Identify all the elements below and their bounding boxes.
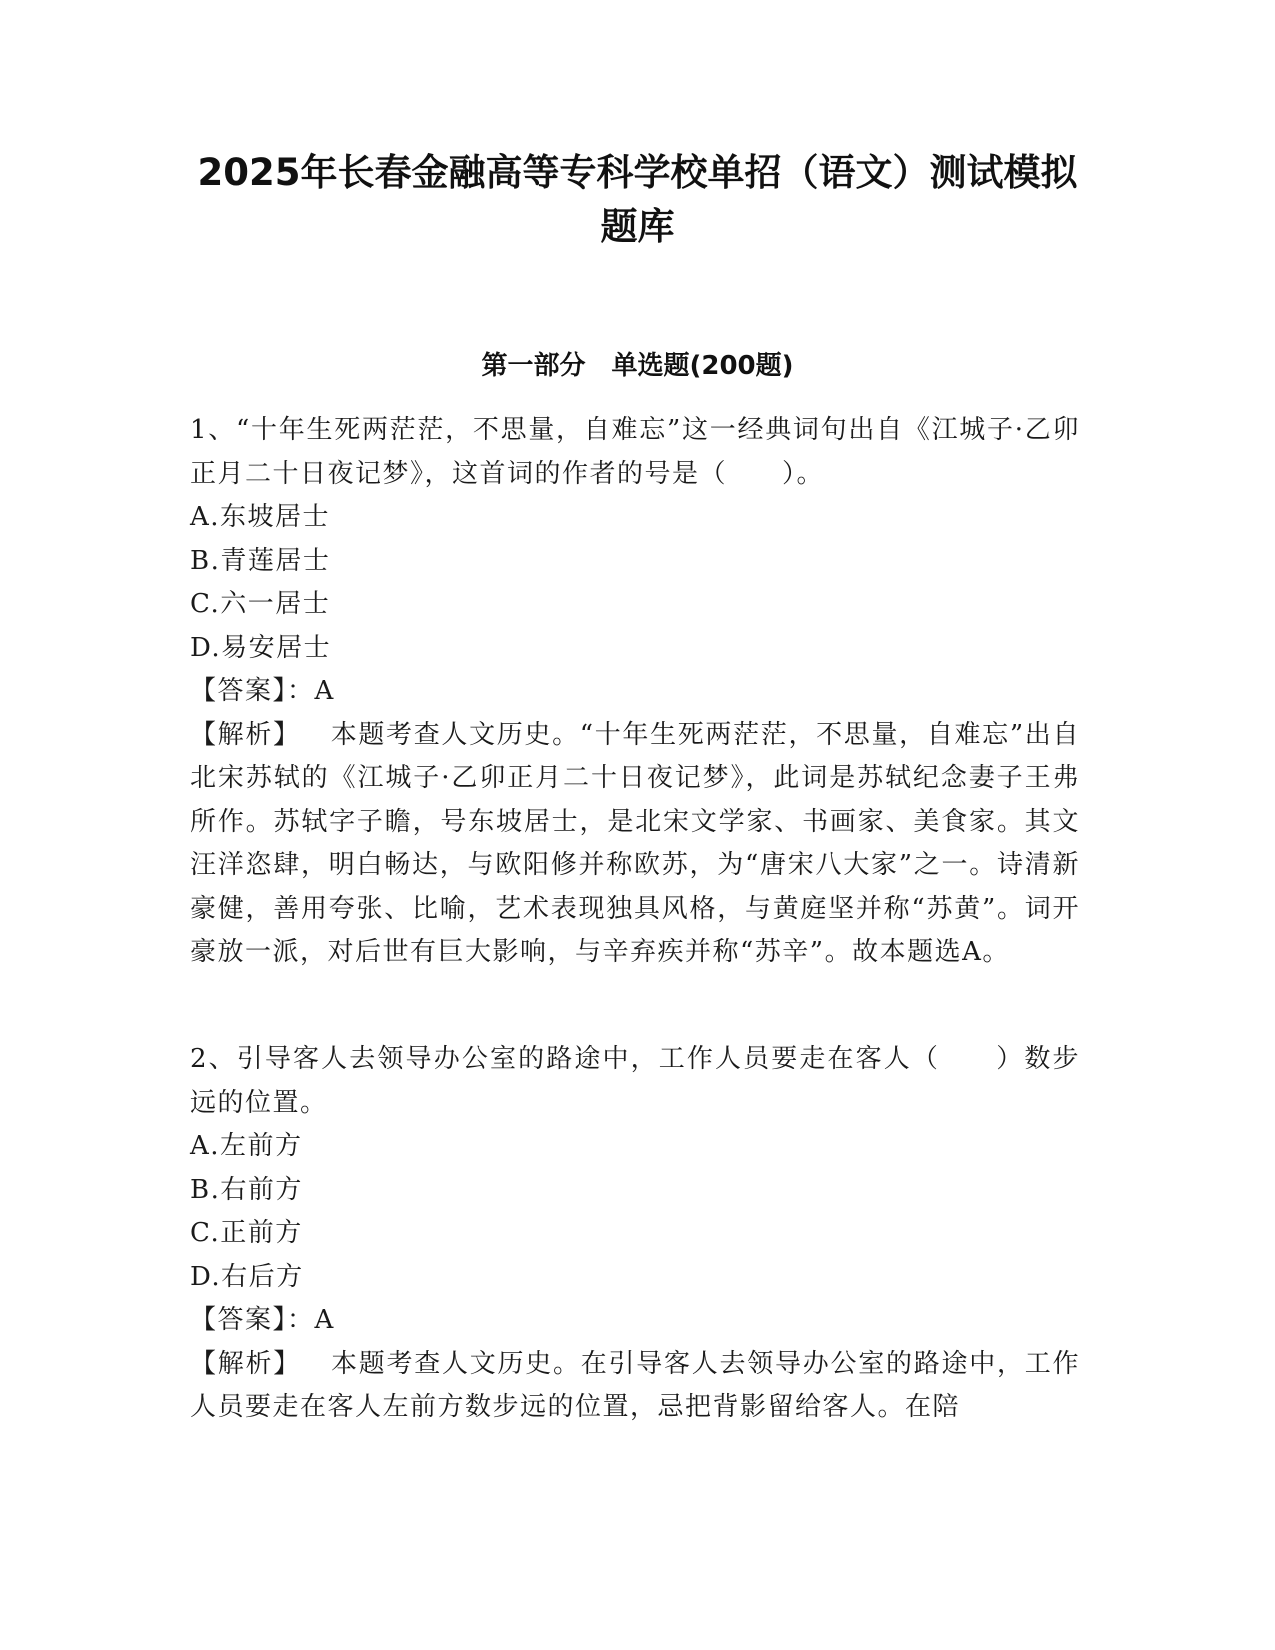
option-list bbox=[190, 496, 1080, 670]
option-d: D.易安居士 bbox=[190, 632, 332, 663]
option-a: A.左前方 bbox=[190, 1131, 303, 1161]
answer-separator: ： bbox=[287, 1305, 315, 1335]
answer-separator: ： bbox=[287, 676, 315, 706]
analysis-label: 【解析】 bbox=[190, 719, 301, 750]
analysis-text: 本题考查人文历史。在引导客人去领导办公室的路途中，工作人员要走在客人左前方数步远的位置，忌把背影留给客人。在陪 bbox=[190, 1348, 1080, 1422]
analysis-text: 本题考查人文历史。“十年生死两茫茫，不思量，自难忘”出自北宋苏轼的《江城子·乙卯正月二十日夜记梦》，此词是苏轼纪念妻子王弗所作。苏轼字子瞻，号东坡居士，是北宋文学家、书画家、美食家。其文汪洋恣肆，明白畅达，与欧阳修并称欧苏，为“唐宋八大家”之一。诗清新豪健，善用夸张、比喻，艺术表现独具风格，与黄庭坚并称“苏黄”。词开豪放一派，对后世有巨大影响，与辛弃疾并称“苏辛”。故本题选A。 bbox=[190, 719, 1080, 967]
answer-value: A bbox=[314, 676, 335, 706]
analysis-paragraph bbox=[190, 1343, 1080, 1430]
answer-label: 【答案】 bbox=[190, 676, 288, 706]
option-c: C.正前方 bbox=[190, 1218, 303, 1248]
question-stem: 2、引导客人去领导办公室的路途中，工作人员要走在客人（ ）数步远的位置。 bbox=[190, 1044, 1080, 1118]
document-title: 2025年长春金融高等专科学校单招（语文）测试模拟题库 bbox=[197, 151, 1078, 248]
option-b: B.右前方 bbox=[190, 1174, 303, 1205]
option-a: A.东坡居士 bbox=[190, 502, 331, 532]
answer-label: 【答案】 bbox=[190, 1305, 288, 1335]
answer-line bbox=[190, 1299, 1080, 1343]
option-b: B.青莲居士 bbox=[190, 545, 331, 576]
analysis-label: 【解析】 bbox=[190, 1348, 301, 1379]
answer-line bbox=[190, 670, 1080, 714]
analysis-paragraph bbox=[190, 714, 1080, 975]
question-1 bbox=[190, 409, 1080, 975]
section-heading: 第一部分 单选题(200题) bbox=[481, 351, 794, 381]
question-stem: 1、“十年生死两茫茫，不思量，自难忘”这一经典词句出自《江城子·乙卯正月二十日夜记梦》，这首词的作者的号是（ ）。 bbox=[190, 415, 1080, 489]
answer-value: A bbox=[314, 1305, 335, 1335]
option-c: C.六一居士 bbox=[190, 589, 331, 619]
option-d: D.右后方 bbox=[190, 1261, 304, 1292]
question-2 bbox=[190, 1038, 1080, 1430]
option-list bbox=[190, 1125, 1080, 1299]
